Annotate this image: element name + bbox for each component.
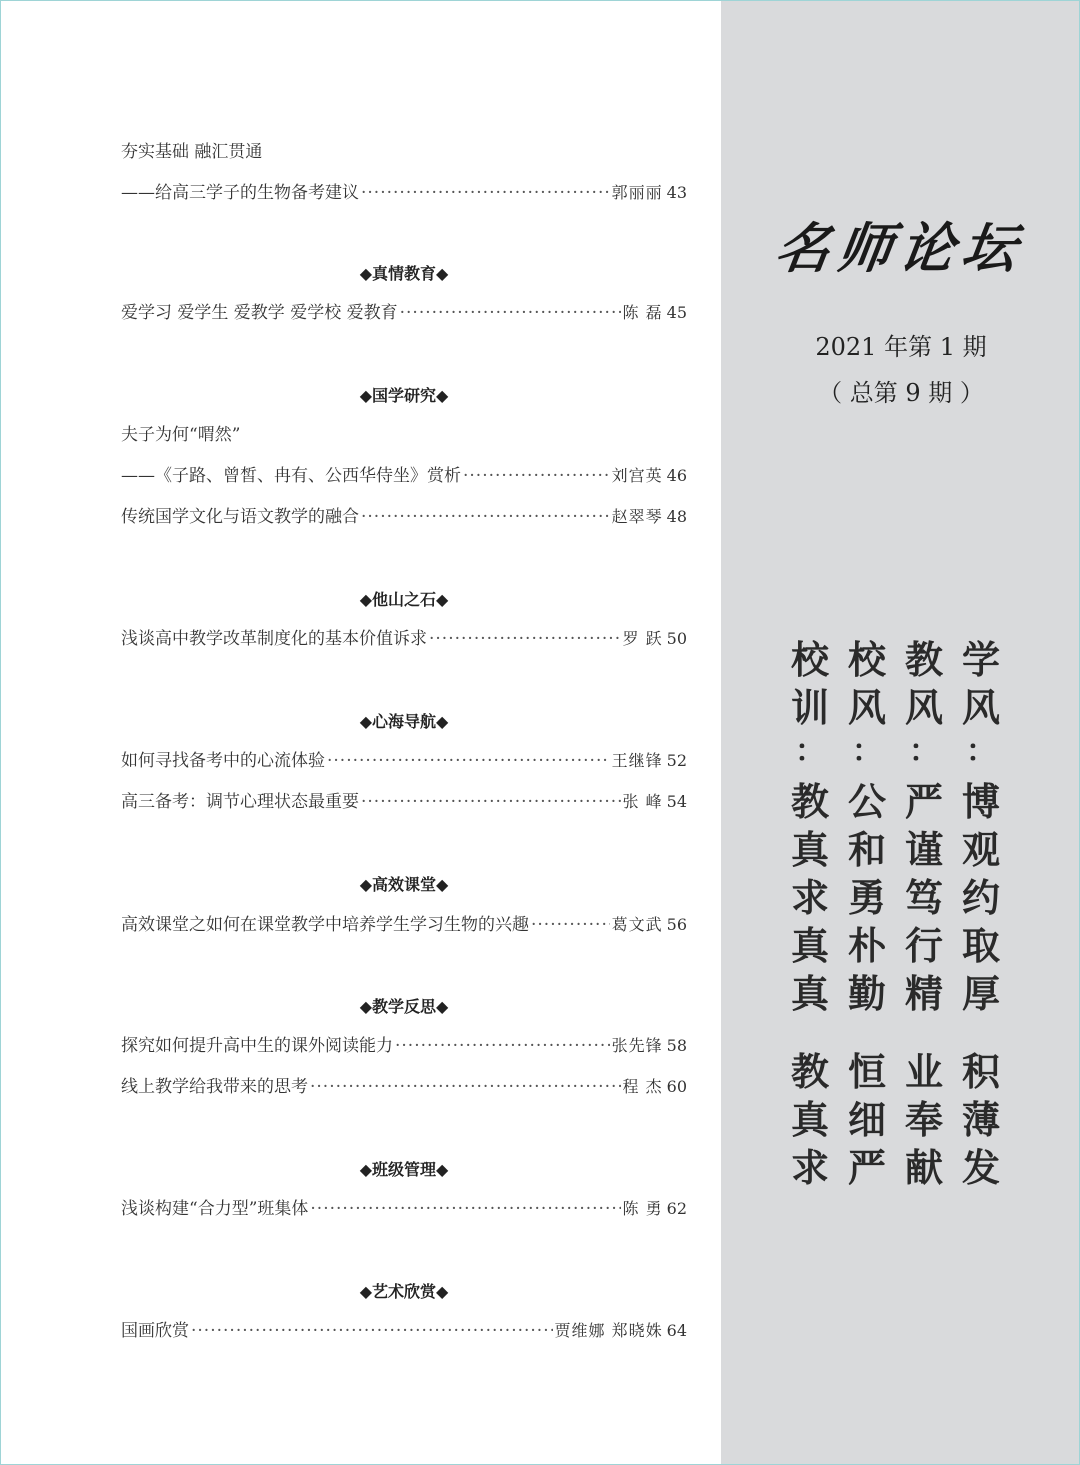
- leader-dots: [310, 1195, 620, 1223]
- toc-page-number: 54: [666, 792, 687, 811]
- toc-title: ——给高三学子的生物备考建议: [121, 183, 359, 203]
- toc-title: 浅谈构建“合力型”班集体: [121, 1199, 309, 1219]
- toc-entry[interactable]: [121, 179, 687, 207]
- leader-dots: [361, 503, 610, 531]
- section-heading: ◆高效课堂◆: [359, 875, 449, 894]
- toc-page-number: 60: [666, 1077, 687, 1096]
- toc-title-line: [121, 421, 687, 449]
- toc-title: 国画欣赏: [121, 1321, 189, 1341]
- toc-author: 张先锋: [611, 1036, 663, 1055]
- masthead-title: 名师论坛: [771, 216, 1029, 280]
- toc-entry[interactable]: [121, 1317, 687, 1345]
- toc-title: 传统国学文化与语文教学的融合: [121, 507, 359, 527]
- toc-title: 夯实基础 融汇贯通: [121, 142, 263, 162]
- leader-dots: [429, 625, 621, 653]
- toc-author: 程 杰: [622, 1077, 663, 1096]
- section-heading: ◆心海导航◆: [359, 712, 449, 731]
- toc-title-line: [121, 138, 687, 166]
- toc-title: 夫子为何“喟然”: [121, 425, 241, 445]
- toc-author: 葛文武: [611, 915, 663, 934]
- section-heading: ◆教学反思◆: [359, 997, 449, 1016]
- toc-page-number: 58: [666, 1036, 687, 1055]
- toc-page-number: 48: [666, 507, 687, 526]
- toc-author: 陈 磊: [622, 303, 663, 322]
- toc-author: 王继锋: [611, 751, 663, 770]
- toc-entry[interactable]: [121, 625, 687, 653]
- toc-author: 郭丽丽: [611, 183, 663, 202]
- toc-entry[interactable]: [121, 911, 687, 939]
- toc-entry[interactable]: [121, 462, 687, 490]
- toc-entry[interactable]: [121, 788, 687, 816]
- leader-dots: [531, 911, 610, 939]
- section-heading: ◆艺术欣赏◆: [359, 1282, 449, 1301]
- toc-page-number: 50: [666, 629, 687, 648]
- toc-entry[interactable]: [121, 1073, 687, 1101]
- toc-page-number: 56: [666, 915, 687, 934]
- motto-column: 校 训 ： 教 真 求 真 真 教 真 求: [790, 637, 829, 1190]
- toc-entry[interactable]: [121, 299, 687, 327]
- toc-title: 高三备考：调节心理状态最重要: [121, 792, 359, 812]
- motto-column: 校 风 ： 公 和 勇 朴 勤 恒 细 严: [847, 637, 886, 1190]
- section-heading: ◆真情教育◆: [359, 264, 449, 283]
- toc-entry[interactable]: [121, 1195, 687, 1223]
- toc-title: 高效课堂之如何在课堂教学中培养学生学习生物的兴趣: [121, 915, 529, 935]
- toc-page-number: 43: [666, 183, 687, 202]
- table-of-contents: [1, 1, 721, 1465]
- toc-page-number: 45: [666, 303, 687, 322]
- leader-dots: [361, 788, 621, 816]
- toc-author: 陈 勇: [622, 1199, 663, 1218]
- toc-author: 贾维娜 郑晓姝: [554, 1321, 663, 1340]
- toc-author: 罗 跃: [622, 629, 663, 648]
- leader-dots: [191, 1317, 553, 1345]
- leader-dots: [310, 1073, 621, 1101]
- motto-column: 教 风 ： 严 谨 笃 行 精 业 奉 献: [904, 637, 943, 1190]
- toc-title: 如何寻找备考中的心流体验: [121, 751, 325, 771]
- toc-page-number: 64: [666, 1321, 687, 1340]
- leader-dots: [400, 299, 621, 327]
- section-heading: ◆他山之石◆: [359, 590, 449, 609]
- toc-title: 爱学习 爱学生 爱教学 爱学校 爱教育: [121, 303, 398, 323]
- toc-page-number: 62: [666, 1199, 687, 1218]
- toc-page-number: 52: [666, 751, 687, 770]
- leader-dots: [463, 462, 610, 490]
- toc-page-number: 46: [666, 466, 687, 485]
- toc-title: 线上教学给我带来的思考: [121, 1077, 308, 1097]
- leader-dots: [361, 179, 610, 207]
- toc-title: ——《子路、曾皙、冉有、公西华侍坐》赏析: [121, 466, 461, 486]
- toc-author: 刘宫英: [611, 466, 663, 485]
- motto-column: 学 风 ： 博 观 约 取 厚 积 薄 发: [961, 637, 1000, 1190]
- toc-author: 张 峰: [622, 792, 663, 811]
- section-heading: ◆国学研究◆: [359, 386, 449, 405]
- toc-entry[interactable]: [121, 503, 687, 531]
- leader-dots: [395, 1032, 610, 1060]
- toc-entry[interactable]: [121, 747, 687, 775]
- toc-title: 浅谈高中教学改革制度化的基本价值诉求: [121, 629, 427, 649]
- toc-title: 探究如何提升高中生的课外阅读能力: [121, 1036, 393, 1056]
- section-heading: ◆班级管理◆: [359, 1160, 449, 1179]
- issue-number: 2021 年第 1 期: [815, 333, 987, 361]
- toc-author: 赵翠琴: [611, 507, 663, 526]
- leader-dots: [327, 747, 610, 775]
- issue-total: （ 总第 9 期 ）: [818, 379, 984, 407]
- toc-entry[interactable]: [121, 1032, 687, 1060]
